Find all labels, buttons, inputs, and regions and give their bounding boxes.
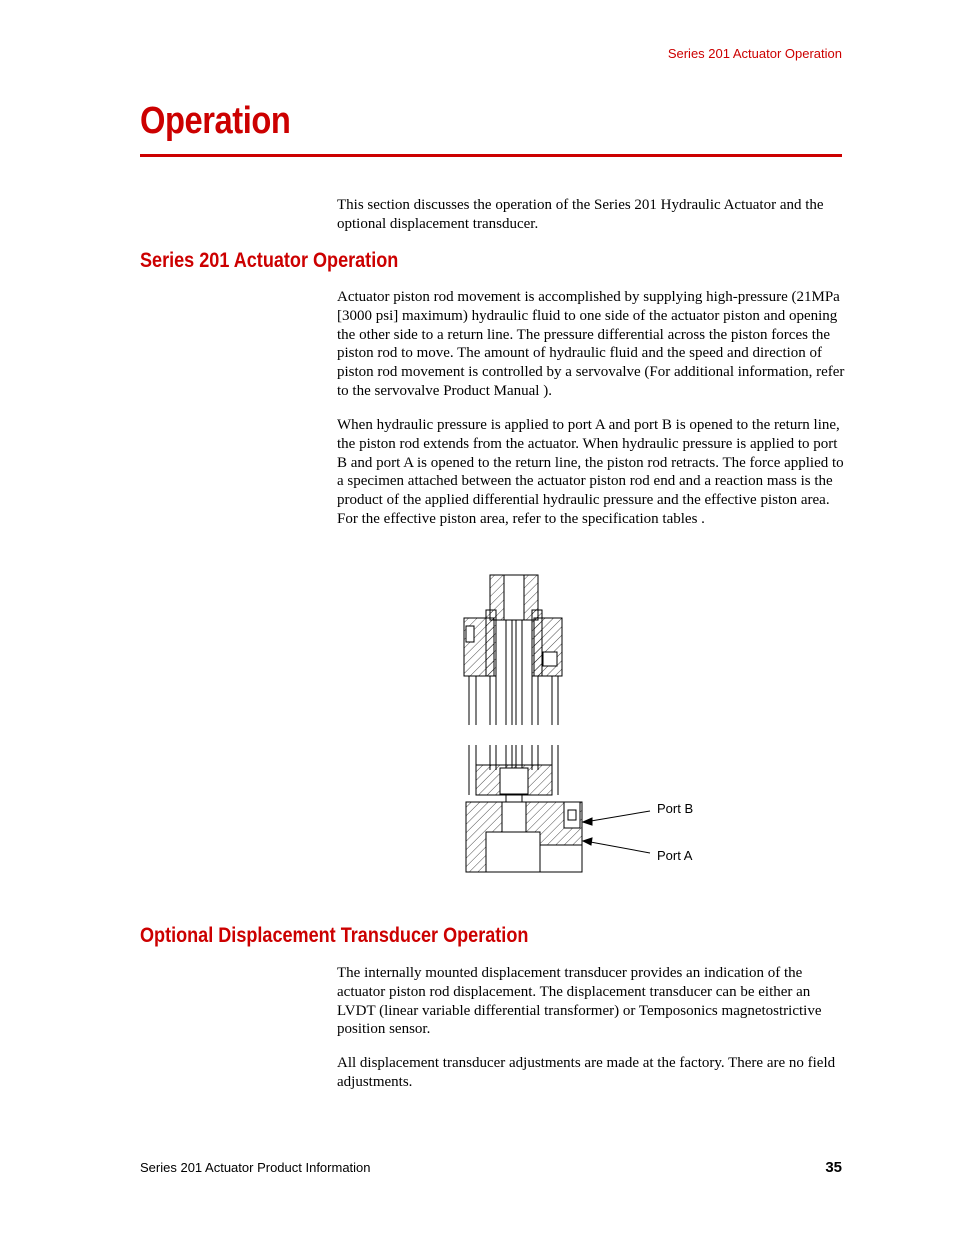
transducer-operation-paragraph-2: All displacement transducer adjustments are made at the factory. There are no field adjustments.	[337, 1055, 836, 1090]
page-title: Operation	[140, 100, 291, 142]
intro-paragraph: This section discusses the operation of the Series 201 Hydraulic Actuator and the optional displacement transducer.	[337, 197, 824, 232]
section-heading-actuator-operation: Series 201 Actuator Operation	[140, 249, 399, 272]
running-header: Series 201 Actuator Operation	[667, 46, 842, 61]
port-a-label: Port A	[657, 848, 693, 863]
title-rule	[140, 154, 842, 157]
actuator-operation-paragraph-1: Actuator piston rod movement is accomplished by supplying high-pressure (21MPa [3000 psi] maximum) hydraulic fluid to one side of the actuator piston and opening the other side to a return line. The pressure differential across the piston forces the piston rod to move. The amount of hydraulic fluid and the speed and direction of piston rod movement is controlled by a servovalve (For additional information, refer to the servovalve Product Manual ).	[337, 289, 845, 399]
actuator-diagram	[440, 570, 740, 880]
port-b-label: Port B	[657, 801, 694, 816]
actuator-cross-section-figure	[440, 570, 740, 880]
footer-document-title: Series 201 Actuator Product Information	[140, 1160, 371, 1175]
section-heading-transducer-operation: Optional Displacement Transducer Operation	[140, 924, 529, 947]
transducer-operation-paragraph-1: The internally mounted displacement transducer provides an indication of the actuator piston rod displacement. The displacement transducer can be either an LVDT (linear variable differential transformer) or Temposonics magnetostrictive position sensor.	[337, 965, 822, 1038]
page-number: 35	[825, 1159, 842, 1176]
actuator-operation-paragraph-2: When hydraulic pressure is applied to port A and port B is opened to the return line, the piston rod extends from the actuator. When hydraulic pressure is applied to port B and port A is opened to the return line, the piston rod retracts. The force applied to a specimen attached between the actuator piston rod end and a reaction mass is the product of the applied differential hydraulic pressure and the effective piston area. For the effective piston area, refer to the specification tables .	[337, 417, 844, 527]
